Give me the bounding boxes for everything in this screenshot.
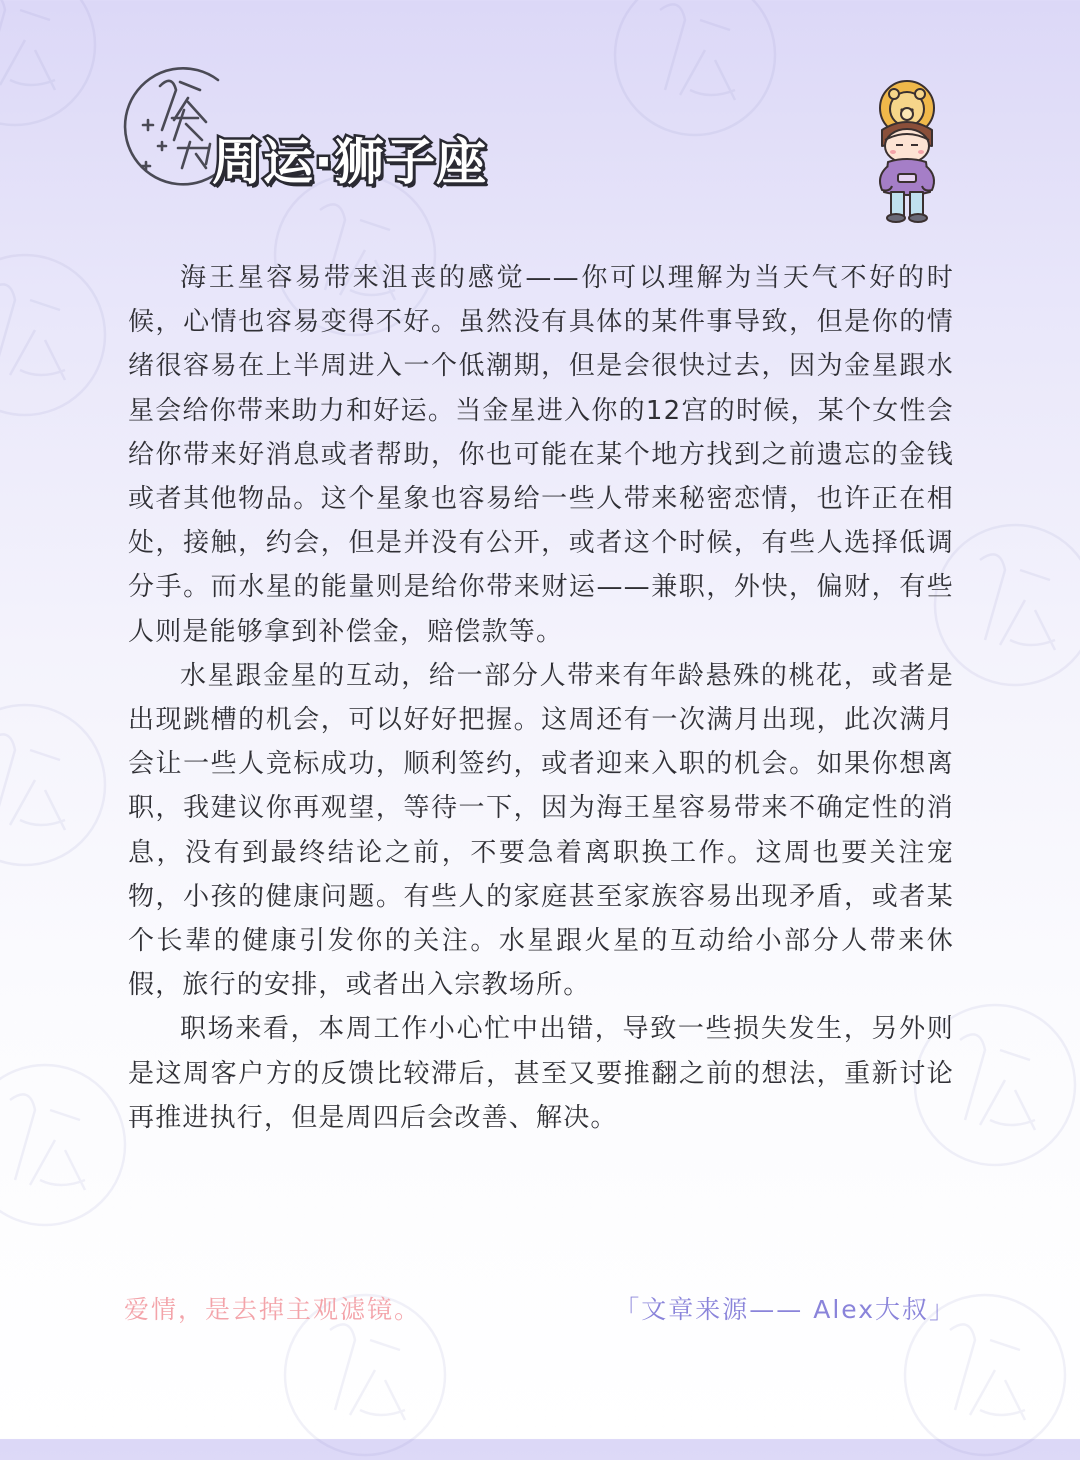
article-paragraph: 海王星容易带来沮丧的感觉——你可以理解为当天气不好的时候，心情也容易变得不好。虽然没有具体的某件事导致，但是你的情绪很容易在上半周进入一个低潮期，但是会很快过去，因为金星跟水星会给你带来助力和好运。当金星进入你的12宫的时候，某个女性会给你带来好消息或者帮助，你也可能在某个地方找到之前遗忘的金钱或者其他物品。这个星象也容易给一些人带来秘密恋情，也许正在相处，接触，约会，但是并没有公开，或者这个时候，有些人选择低调分手。而水星的能量则是给你带来财运——兼职，外快，偏财，有些人则是能够拿到补偿金，赔偿款等。 [128, 263, 954, 647]
footer-source: 「文章来源—— Alex大叔」 [614, 1295, 956, 1324]
watermark-icon [0, 250, 110, 420]
watermark-icon [0, 700, 110, 870]
page-title: 周运·狮子座 [212, 133, 487, 191]
article-paragraph: 水星跟金星的互动，给一部分人带来有年龄悬殊的桃花，或者是出现跳槽的机会，可以好好把握。这周还有一次满月出现，此次满月会让一些人竞标成功，顺利签约，或者迎来入职的机会。如果你想离职，我建议你再观望，等待一下，因为海王星容易带来不确定性的消息，没有到最终结论之前，不要急着离职换工作。这周也要关注宠物，小孩的健康问题。有些人的家庭甚至家族容易出现矛盾，或者某个长辈的健康引发你的关注。水星跟火星的互动给小部分人带来休假，旅行的安排，或者出入宗教场所。 [128, 660, 954, 1001]
lion-boy-mascot-icon [864, 78, 950, 226]
watermark-icon [0, 1060, 130, 1230]
watermark-icon [610, 0, 780, 140]
article-paragraph: 职场来看，本周工作小心忙中出错，导致一些损失发生，另外则是这周客户方的反馈比较滞后，甚至又要推翻之前的想法，重新讨论再推进执行，但是周四后会改善、解决。 [128, 1014, 954, 1133]
article-body [128, 256, 954, 1140]
watermark-icon [0, 0, 100, 130]
footer-slogan: 爱情，是去掉主观滤镜。 [124, 1295, 422, 1324]
